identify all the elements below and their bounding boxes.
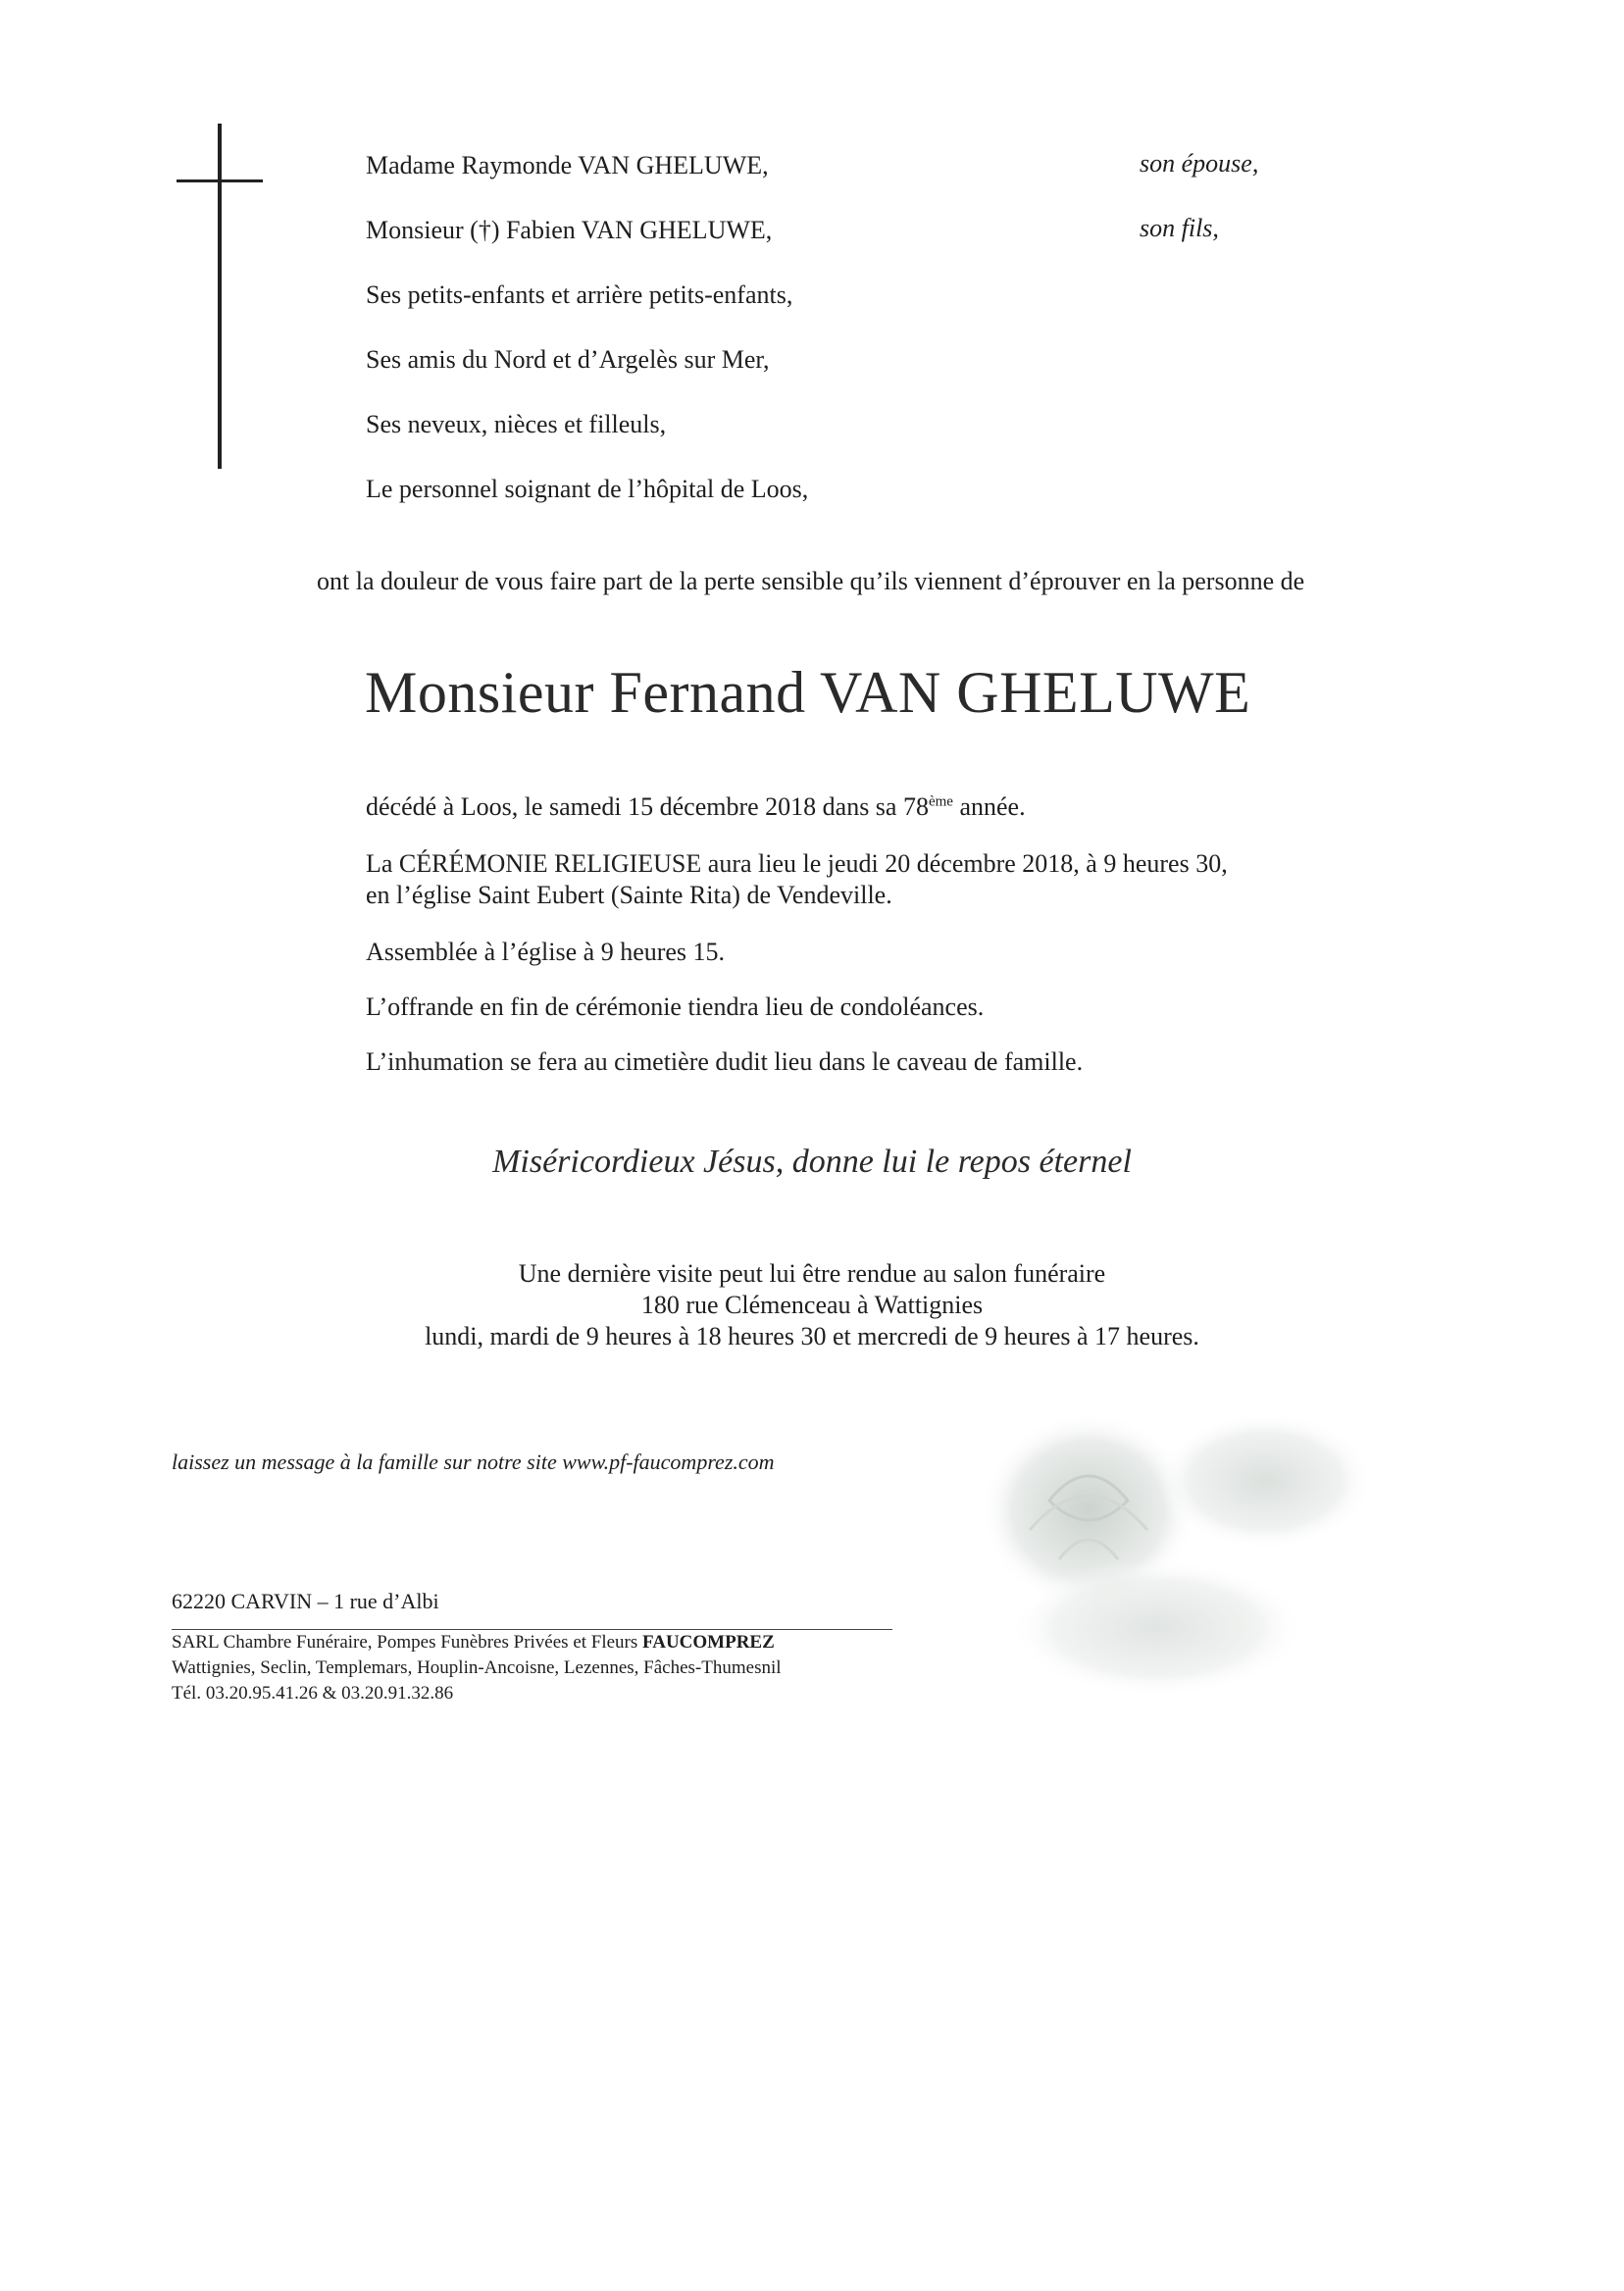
company-prefix: SARL Chambre Funéraire, Pompes Funèbres Privées et Fleurs (172, 1632, 643, 1653)
family-member-5: Ses neveux, nièces et filleuls, (366, 410, 667, 438)
announcement-text: ont la douleur de vous faire part de la perte sensible qu’ils viennent d’éprouver en la personne de (317, 567, 1305, 595)
deceased-name: Monsieur Fernand VAN GHELUWE (365, 660, 1251, 725)
visit-line-3: lundi, mardi de 9 heures à 18 heures 30 et mercredi de 9 heures à 17 heures. (425, 1322, 1199, 1350)
family-role-1: son épouse, (1140, 149, 1259, 178)
family-member-4: Ses amis du Nord et d’Argelès sur Mer, (366, 345, 770, 374)
family-member-2: Monsieur (†) Fabien VAN GHELUWE, (366, 216, 773, 244)
company-brand: FAUCOMPREZ (642, 1632, 775, 1653)
footer-divider (172, 1629, 892, 1630)
address-text: 62220 CARVIN – 1 rue d’Albi (172, 1589, 439, 1613)
assembly-text: Assemblée à l’église à 9 heures 15. (366, 938, 726, 966)
family-member-1: Madame Raymonde VAN GHELUWE, (366, 151, 769, 179)
white-rose-icon (941, 1393, 1432, 1716)
death-notice-after: année. (952, 792, 1026, 821)
site-message: laissez un message à la famille sur notre site www.pf-faucomprez.com (172, 1450, 775, 1474)
visit-line-2: 180 rue Clémenceau à Wattignies (640, 1291, 984, 1319)
cross-vertical-bar (218, 124, 222, 469)
family-role-2: son fils, (1140, 214, 1219, 242)
family-member-3: Ses petits-enfants et arrière petits-enfants, (366, 280, 793, 309)
company-line (172, 1632, 775, 1654)
cross-horizontal-bar (177, 179, 263, 182)
prayer-text: Miséricordieux Jésus, donne lui le repos éternel (492, 1144, 1132, 1180)
company-locations: Wattignies, Seclin, Templemars, Houplin-Ancoisne, Lezennes, Fâches-Thumesnil (172, 1657, 782, 1678)
ceremony-line-1: La CÉRÉMONIE RELIGIEUSE aura lieu le jeudi 20 décembre 2018, à 9 heures 30, (366, 849, 1228, 878)
death-notice (366, 792, 1026, 822)
death-notice-sup: ème (928, 793, 953, 810)
family-member-6: Le personnel soignant de l’hôpital de Loos, (366, 475, 809, 503)
company-phone: Tél. 03.20.95.41.26 & 03.20.91.32.86 (172, 1683, 454, 1704)
offering-text: L’offrande en fin de cérémonie tiendra lieu de condoléances. (366, 993, 985, 1021)
ceremony-line-2: en l’église Saint Eubert (Sainte Rita) de Vendeville. (366, 881, 892, 909)
burial-text: L’inhumation se fera au cimetière dudit lieu dans le caveau de famille. (366, 1047, 1084, 1076)
visit-line-1: Une dernière visite peut lui être rendue au salon funéraire (518, 1259, 1106, 1288)
death-notice-text: décédé à Loos, le samedi 15 décembre 2018 dans sa 78 (366, 792, 929, 821)
